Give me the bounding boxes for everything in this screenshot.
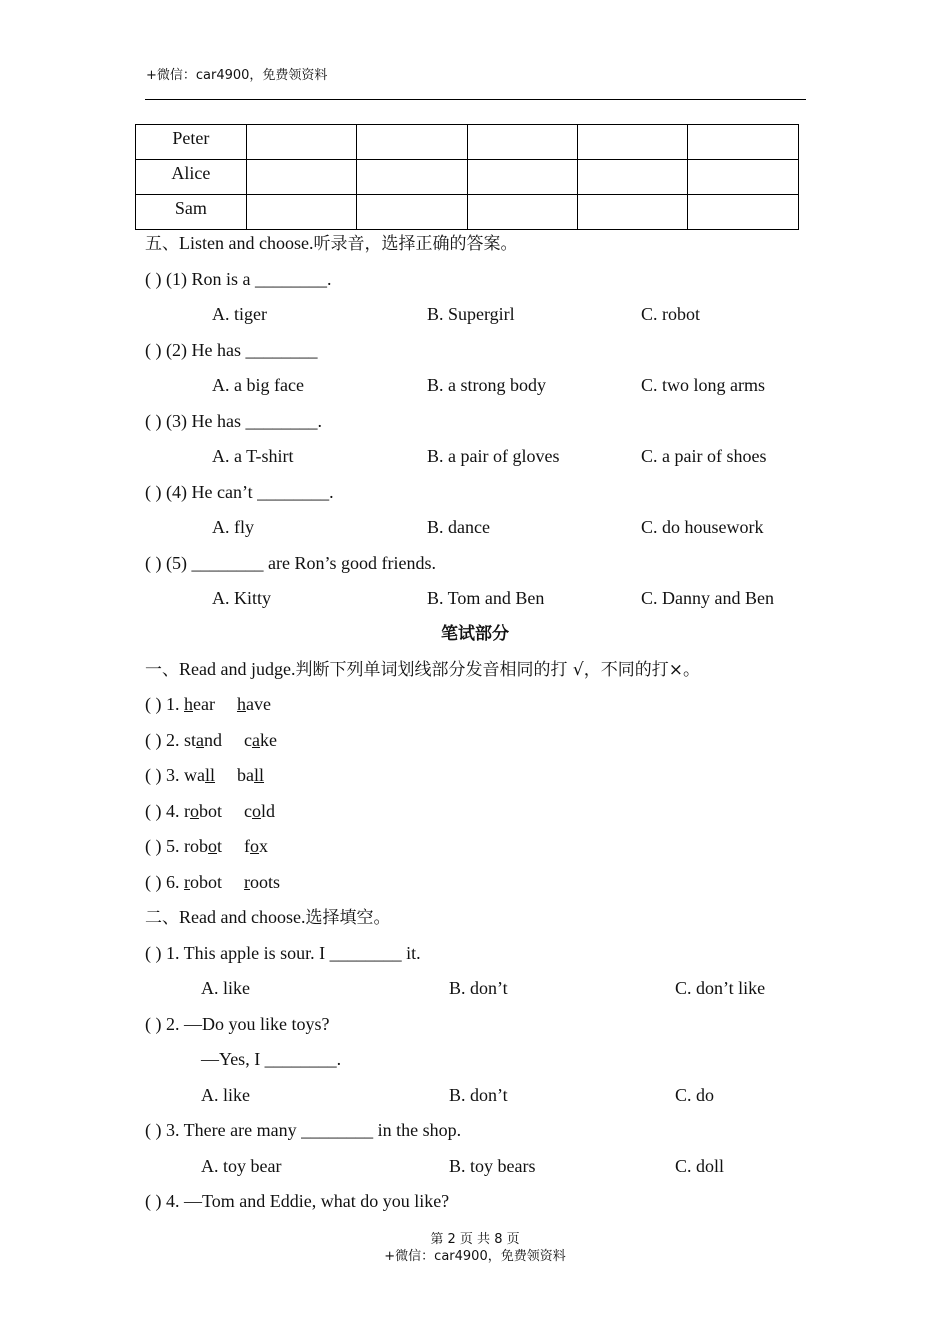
s5-q5-stem: ( ) (5) ________ are Ron’s good friends. — [145, 553, 436, 573]
s5-q3-option-b: B. a pair of gloves — [427, 446, 560, 466]
table-cell — [246, 125, 356, 160]
p2-q4-stem: ( ) 4. —Tom and Eddie, what do you like? — [145, 1191, 450, 1211]
s5-q2-option-c: C. two long arms — [641, 375, 765, 395]
p2-q3-option-a: A. toy bear — [201, 1156, 282, 1176]
p2-q1-option-b: B. don’t — [449, 978, 508, 998]
table-cell — [357, 160, 467, 195]
table-cell — [688, 160, 799, 195]
table-row — [136, 160, 799, 195]
table-cell — [467, 125, 577, 160]
written-section-title: 笔试部分 — [441, 624, 509, 644]
p1-item-1: ( ) 1. hear have — [145, 694, 271, 714]
s5-q2-option-b: B. a strong body — [427, 375, 546, 395]
s5-q5-option-c: C. Danny and Ben — [641, 588, 774, 608]
s5-q1-option-c: C. robot — [641, 304, 701, 324]
table-cell — [578, 195, 688, 230]
section5-title: 五、Listen and choose.听录音，选择正确的答案。 — [145, 233, 518, 254]
p2-q2-stem: ( ) 2. —Do you like toys? — [145, 1014, 330, 1034]
table-cell — [246, 160, 356, 195]
s5-q4-option-b: B. dance — [427, 517, 490, 537]
table-cell — [578, 160, 688, 195]
p2-q2-option-c: C. do — [675, 1085, 715, 1105]
s5-q1-option-a: A. tiger — [212, 304, 267, 324]
answer-table — [135, 124, 799, 230]
p2-q3-stem: ( ) 3. There are many ________ in the shop. — [145, 1120, 462, 1140]
p2-q2-reply: —Yes, I ________. — [201, 1049, 342, 1069]
s5-q1-option-b: B. Supergirl — [427, 304, 515, 324]
footer-watermark: +微信：car4900，免费领资料 — [384, 1249, 566, 1264]
s5-q3-option-c: C. a pair of shoes — [641, 446, 767, 466]
p2-q1-option-c: C. don’t like — [675, 978, 766, 998]
s5-q3-option-a: A. a T-shirt — [212, 446, 294, 466]
s5-q4-option-c: C. do housework — [641, 517, 764, 537]
s5-q4-stem: ( ) (4) He can’t ________. — [145, 482, 334, 502]
s5-q2-option-a: A. a big face — [212, 375, 304, 395]
page-number: 第 2 页 共 8 页 — [430, 1232, 520, 1247]
table-row — [136, 195, 799, 230]
s5-q5-option-b: B. Tom and Ben — [427, 588, 545, 608]
s5-q3-stem: ( ) (3) He has ________. — [145, 411, 322, 431]
table-cell — [246, 195, 356, 230]
s5-q4-option-a: A. fly — [212, 517, 254, 537]
p1-item-6: ( ) 6. robot roots — [145, 872, 281, 892]
part2-title: 二、Read and choose.选择填空。 — [145, 907, 391, 928]
p2-q1-stem: ( ) 1. This apple is sour. I ________ it. — [145, 943, 421, 963]
table-cell-name: Peter — [136, 125, 247, 160]
s5-q5-option-a: A. Kitty — [212, 588, 272, 608]
s5-q1-stem: ( ) (1) Ron is a ________. — [145, 269, 332, 289]
header-watermark: +微信：car4900，免费领资料 — [146, 68, 328, 83]
table-cell — [688, 125, 799, 160]
table-cell — [578, 125, 688, 160]
header-rule — [145, 99, 806, 100]
s5-q2-stem: ( ) (2) He has ________ — [145, 340, 318, 360]
p2-q2-option-a: A. like — [201, 1085, 250, 1105]
table-cell — [467, 195, 577, 230]
table-cell — [467, 160, 577, 195]
p2-q1-option-a: A. like — [201, 978, 250, 998]
p2-q2-option-b: B. don’t — [449, 1085, 508, 1105]
p1-item-5: ( ) 5. robot fox — [145, 836, 269, 856]
table-cell-name: Sam — [136, 195, 247, 230]
table-cell-name: Alice — [136, 160, 247, 195]
p1-item-2: ( ) 2. stand cake — [145, 730, 278, 750]
part1-title: 一、Read and judge.判断下列单词划线部分发音相同的打 √，不同的打×。 — [145, 659, 700, 680]
table-cell — [357, 195, 467, 230]
table-row — [136, 125, 799, 160]
table-cell — [688, 195, 799, 230]
p1-item-4: ( ) 4. robot cold — [145, 801, 276, 821]
p2-q3-option-c: C. doll — [675, 1156, 725, 1176]
p2-q3-option-b: B. toy bears — [449, 1156, 536, 1176]
table-cell — [357, 125, 467, 160]
p1-item-3: ( ) 3. wall ball — [145, 765, 265, 785]
